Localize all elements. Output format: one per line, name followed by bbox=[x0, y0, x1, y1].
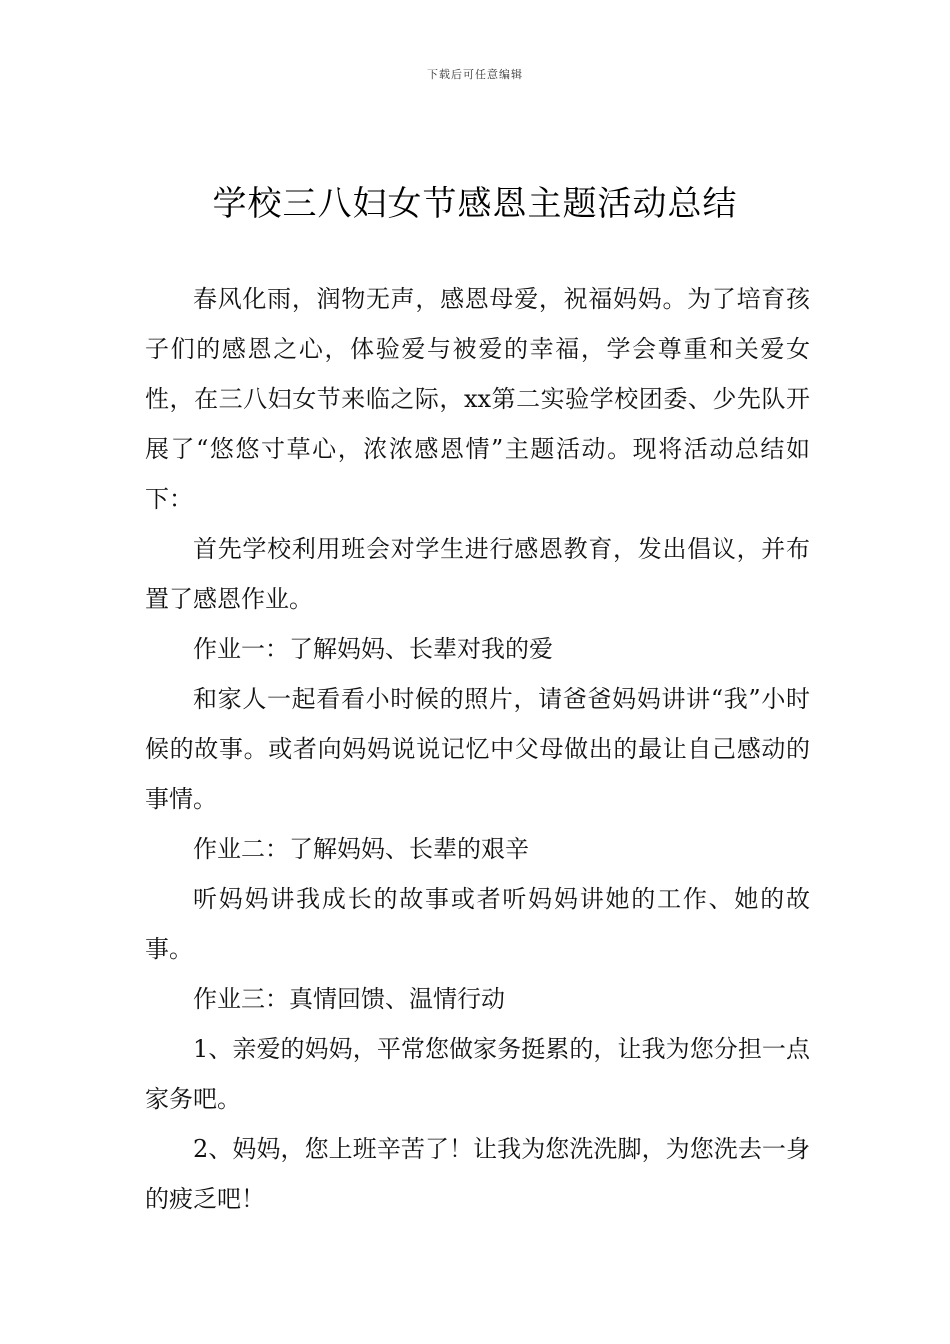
paragraph-item-2: 2、妈妈，您上班辛苦了！让我为您洗洗脚，为您洗去一身的疲乏吧！ bbox=[145, 1135, 810, 1213]
document-title: 学校三八妇女节感恩主题活动总结 bbox=[212, 184, 738, 224]
paragraph-homework-1-content: 和家人一起看看小时候的照片，请爸爸妈妈讲讲“我”小时候的故事。或者向妈妈说说记忆中父母做出的最让自己感动的事情。 bbox=[145, 685, 810, 813]
paragraph-intro: 春风化雨，润物无声，感恩母爱，祝福妈妈。为了培育孩子们的感恩之心，体验爱与被爱的幸福，学会尊重和关爱女性，在三八妇女节来临之际，xx第二实验学校团委、少先队开展了“悠悠寸草心，浓浓感恩情”主题活动。现将活动总结如下： bbox=[145, 285, 810, 513]
paragraph-first: 首先学校利用班会对学生进行感恩教育，发出倡议，并布置了感恩作业。 bbox=[145, 535, 810, 613]
paragraph-homework-1-heading: 作业一：了解妈妈、长辈对我的爱 bbox=[193, 635, 553, 663]
paragraph-item-1: 1、亲爱的妈妈，平常您做家务挺累的，让我为您分担一点家务吧。 bbox=[145, 1035, 810, 1113]
paragraph-homework-2-content: 听妈妈讲我成长的故事或者听妈妈讲她的工作、她的故事。 bbox=[145, 885, 810, 963]
paragraph-homework-2-heading: 作业二：了解妈妈、长辈的艰辛 bbox=[193, 835, 529, 863]
document-body bbox=[145, 274, 810, 1224]
header-note: 下载后可任意编辑 bbox=[427, 68, 523, 81]
paragraph-homework-3-heading: 作业三：真情回馈、温情行动 bbox=[193, 985, 505, 1013]
